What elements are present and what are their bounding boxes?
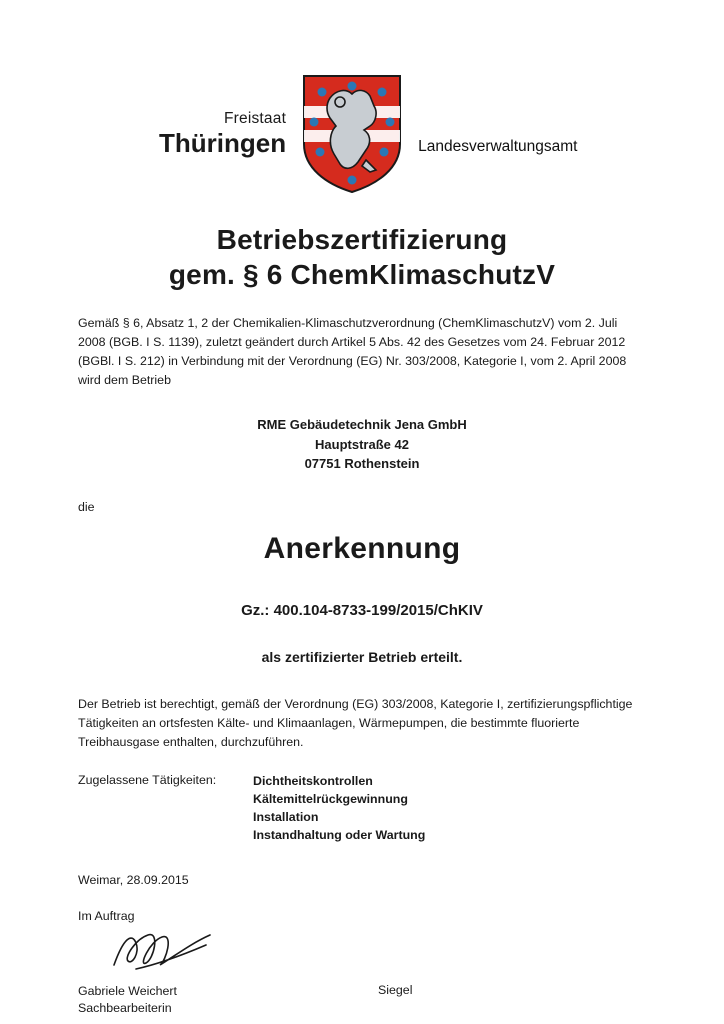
list-item: Installation bbox=[253, 810, 319, 825]
award-heading: Anerkennung bbox=[263, 531, 461, 565]
company-city: 07751 Rothenstein bbox=[304, 456, 420, 472]
reference-number: Gz.: 400.104-8733-199/2015/ChKIV bbox=[241, 601, 483, 619]
grant-statement: als zertifizierter Betrieb erteilt. bbox=[261, 648, 463, 665]
signer-role: Sachbearbeiterin bbox=[78, 1001, 172, 1016]
document-header bbox=[78, 0, 646, 196]
signature-area bbox=[78, 925, 646, 981]
title-line-2: gem. § 6 ChemKlimaschutzV bbox=[168, 259, 556, 290]
scope-paragraph: Der Betrieb ist berechtigt, gemäß der Verordnung (EG) 303/2008, Kategorie I, zertifizierungspflichtige Tätigkeiten an ortsfesten Kälte- und Klimaanlagen, Wärmepumpen, die bestimmte fluorierte Treibhausgase enthalten, durchzuführen. bbox=[78, 696, 633, 749]
thuringia-coat-of-arms-icon bbox=[300, 72, 404, 196]
signer-name: Gabriele Weichert bbox=[78, 984, 177, 999]
activities-list bbox=[253, 773, 425, 845]
list-item: Instandhaltung oder Wartung bbox=[253, 828, 426, 843]
activities-label: Zugelassene Tätigkeiten: bbox=[78, 773, 217, 788]
legal-basis-paragraph: Gemäß § 6, Absatz 1, 2 der Chemikalien-Klimaschutzverordnung (ChemKlimaschutzV) vom 2. Juli 2008 (BGB. I S. 1139), zuletzt geändert durch Artikel 5 Abs. 42 des Gesetzes vom 24. Februar 2012 (BGBl. I S. 212) in Verbindung mit der Verordnung (EG) Nr. 303/2008, Kategorie I, vom 2. April 2008 wird dem Betrieb bbox=[78, 316, 627, 387]
document-title bbox=[78, 222, 646, 292]
list-item: Dichtheitskontrollen bbox=[253, 774, 373, 789]
state-identity bbox=[78, 110, 300, 159]
approved-activities bbox=[78, 773, 646, 845]
signer-block bbox=[78, 983, 378, 1016]
connector-word: die bbox=[78, 499, 95, 514]
by-order-label: Im Auftrag bbox=[78, 909, 135, 924]
state-name: Thüringen bbox=[159, 127, 287, 158]
company-street: Hauptstraße 42 bbox=[315, 436, 409, 452]
place-and-date: Weimar, 28.09.2015 bbox=[78, 873, 189, 888]
company-name: RME Gebäudetechnik Jena GmbH bbox=[257, 417, 467, 433]
state-prefix: Freistaat bbox=[223, 109, 287, 127]
company-address bbox=[78, 415, 646, 474]
authority-name: Landesverwaltungsamt bbox=[418, 138, 578, 155]
signature-caption bbox=[78, 983, 646, 1016]
seal-label: Siegel bbox=[378, 983, 413, 998]
title-line-1: Betriebszertifizierung bbox=[216, 224, 508, 255]
handwritten-signature-icon bbox=[106, 925, 246, 982]
list-item: Kältemittelrückgewinnung bbox=[253, 792, 408, 807]
